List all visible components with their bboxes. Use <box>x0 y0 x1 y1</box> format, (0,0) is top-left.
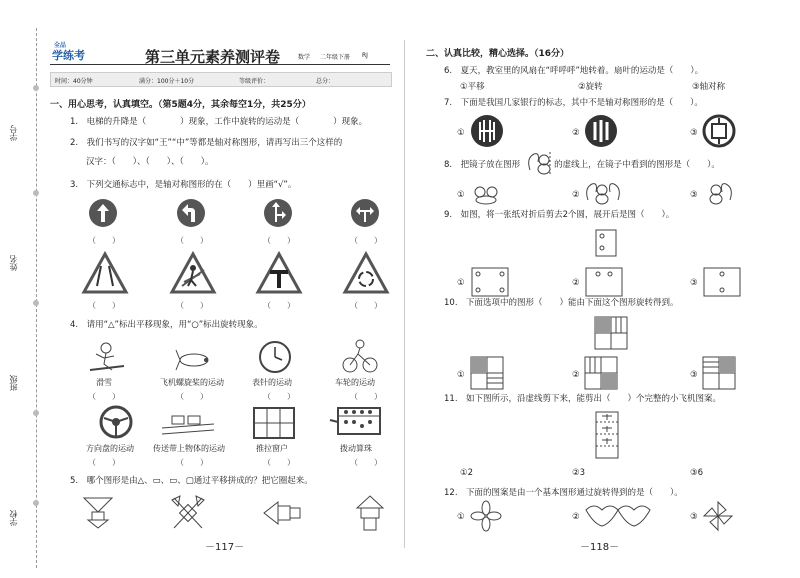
answer-bracket[interactable]: （ ） <box>263 392 295 401</box>
cut-line <box>36 28 37 568</box>
q10-option-1-icon <box>470 356 504 390</box>
traffic-sign-left-right-icon <box>350 198 380 228</box>
traffic-sign-straight-right-icon <box>263 198 293 228</box>
binding-hole <box>33 300 39 306</box>
info-bar <box>50 72 392 87</box>
q9-option-1-mark[interactable]: ① <box>457 278 465 288</box>
section-2-heading: 二、认真比较，精心选择。（16分） <box>426 49 570 59</box>
answer-bracket[interactable]: （ ） <box>350 301 382 310</box>
composite-shape-d-icon[interactable] <box>355 494 385 532</box>
question-3: 3. 下列交通标志中，是轴对称图形的在（ ）里画“√”。 <box>70 180 297 190</box>
heart-chain-icon <box>584 504 654 528</box>
logo-top-text: 全品 <box>54 42 67 49</box>
traffic-sign-left-turn-icon <box>176 198 206 228</box>
q9-option-2-mark[interactable]: ② <box>572 278 580 288</box>
pinwheel-leaves-icon <box>470 500 502 532</box>
page-divider <box>404 40 405 548</box>
publisher-logo <box>50 40 98 64</box>
question-7: 7. 下面是我国几家银行的标志，其中不是轴对称图形的是（ ）。 <box>444 98 703 108</box>
q10-option-2-icon <box>584 356 618 390</box>
windmill-icon <box>702 500 734 532</box>
mirror-option-3-icon <box>702 180 736 206</box>
title-rule <box>50 64 390 65</box>
traffic-sign-t-junction-icon <box>256 252 302 294</box>
q10-source-figure-icon <box>594 316 628 350</box>
answer-bracket[interactable]: （ ） <box>88 392 120 401</box>
logo-main-text: 学练考 <box>52 49 85 62</box>
mirror-option-2-icon <box>584 180 622 206</box>
clock-icon <box>258 340 292 374</box>
answer-bracket[interactable]: （ ） <box>176 301 208 310</box>
squirrel-figure-icon <box>524 150 554 176</box>
q4-label-abacus: 拨动算珠 <box>340 444 372 453</box>
q7-option-3-mark[interactable]: ③ <box>690 128 698 138</box>
q10-option-1-mark[interactable]: ① <box>457 370 465 380</box>
answer-bracket[interactable]: （ ） <box>350 392 382 401</box>
q12-option-1-mark[interactable]: ① <box>457 512 465 522</box>
grade: 二年级下册 <box>320 54 351 61</box>
q10-option-2-mark[interactable]: ② <box>572 370 580 380</box>
q4-label-conveyor: 传送带上物体的运动 <box>153 444 225 453</box>
question-6: 6. 夏天，教室里的风扇在“呼呼呼”地转着。扇叶的运动是（ ）。 <box>444 66 704 76</box>
steering-wheel-icon <box>98 404 134 440</box>
page-number-right: －118－ <box>580 542 620 553</box>
q4-label-propeller: 飞机螺旋桨的运动 <box>160 378 224 387</box>
composite-shape-b-icon[interactable] <box>170 494 206 532</box>
propeller-plane-icon <box>172 340 212 374</box>
question-5: 5. 哪个图形是由△、▭、▭、▢通过平移拼成的？把它圈起来。 <box>70 476 313 486</box>
sliding-window-icon <box>252 406 296 440</box>
answer-bracket[interactable]: （ ） <box>350 236 382 245</box>
bank-logo-3-icon <box>702 114 736 148</box>
question-11: 11. 如下图所示，沿虚线剪下来，能剪出（ ）个完整的小飞机图案。 <box>444 394 722 404</box>
q4-label-skiing: 滑雪 <box>96 378 112 387</box>
binding-hole <box>33 500 39 506</box>
answer-bracket[interactable]: （ ） <box>263 236 295 245</box>
answer-bracket[interactable]: （ ） <box>176 392 208 401</box>
binding-hole <box>33 85 39 91</box>
mirror-option-1-icon <box>470 180 502 206</box>
answer-bracket[interactable]: （ ） <box>263 301 295 310</box>
cyclist-icon <box>340 338 380 374</box>
composite-shape-c-icon[interactable] <box>262 498 302 528</box>
q6-option-3[interactable]: ③轴对称 <box>692 82 726 92</box>
question-2-line2: 汉字：（ ）、（ ）、（ ）。 <box>86 157 214 167</box>
answer-bracket[interactable]: （ ） <box>176 458 208 467</box>
q12-option-3-mark[interactable]: ③ <box>690 512 698 522</box>
q11-option-1[interactable]: ①2 <box>460 468 474 478</box>
composite-shape-a-icon[interactable] <box>82 496 114 530</box>
class-label: 班级 <box>9 375 18 391</box>
time-info: 时间：40分钟 <box>55 78 93 85</box>
answer-bracket[interactable]: （ ） <box>263 458 295 467</box>
folded-paper-icon <box>594 228 618 258</box>
q4-label-clock: 表针的运动 <box>252 378 292 387</box>
answer-bracket[interactable]: （ ） <box>88 458 120 467</box>
answer-bracket[interactable]: （ ） <box>350 458 382 467</box>
q8-option-2-mark[interactable]: ② <box>572 190 580 200</box>
conveyor-belt-icon <box>160 410 216 438</box>
q11-option-3[interactable]: ③6 <box>690 468 704 478</box>
page-title: 第三单元素养测评卷 <box>145 48 281 66</box>
student-id-label: 学号 <box>9 125 18 141</box>
traffic-sign-narrow-road-icon <box>82 252 128 294</box>
answer-bracket[interactable]: （ ） <box>88 236 120 245</box>
binding-sidebar <box>0 0 44 578</box>
question-8: 8. 把镜子放在图形 的虚线上，在镜子中看到的图形是（ ）。 <box>444 160 720 170</box>
q7-option-1-mark[interactable]: ① <box>457 128 465 138</box>
q11-option-2[interactable]: ②3 <box>572 468 586 478</box>
q6-option-2[interactable]: ②旋转 <box>578 82 603 92</box>
q4-label-steering: 方向盘的运动 <box>86 444 134 453</box>
q8-option-3-mark[interactable]: ③ <box>690 190 698 200</box>
q4-label-wheel: 车轮的运动 <box>335 378 375 387</box>
q4-label-window: 推拉窗户 <box>256 444 288 453</box>
school-label: 学校 <box>9 510 18 526</box>
q9-option-3-mark[interactable]: ③ <box>690 278 698 288</box>
level-info: 等级评价： <box>239 78 270 85</box>
section-1-heading: 一、用心思考，认真填空。（第5题4分，其余每空1分，共25分） <box>50 100 311 110</box>
score-info: 满分：100分＋10分 <box>139 78 195 85</box>
skier-icon <box>86 340 126 374</box>
question-9: 9. 如图，将一张纸对折后剪去2个圆，展开后是图（ ）。 <box>444 210 675 220</box>
binding-hole <box>33 410 39 416</box>
abacus-icon <box>330 404 382 438</box>
bank-logo-1-icon <box>470 114 504 148</box>
q10-option-3-mark[interactable]: ③ <box>690 370 698 380</box>
unfolded-option-3-icon <box>702 266 742 298</box>
q8-option-1-mark[interactable]: ① <box>457 190 465 200</box>
paper-strip-plane-icon <box>594 410 620 460</box>
binding-hole <box>33 190 39 196</box>
bank-logo-2-icon <box>584 114 618 148</box>
question-2-line1: 2. 我们书写的汉字如“王”“中”等都是轴对称图形，请再写出三个这样的 <box>70 138 343 148</box>
q12-option-2-mark[interactable]: ② <box>572 512 580 522</box>
unfolded-option-2-icon <box>584 266 624 298</box>
answer-bracket[interactable]: （ ） <box>176 236 208 245</box>
question-12: 12. 下面的图案是由一个基本图形通过旋转得到的是（ ）。 <box>444 488 683 498</box>
traffic-sign-pedestrian-icon <box>170 252 216 294</box>
q6-option-1[interactable]: ①平移 <box>460 82 485 92</box>
unfolded-option-1-icon <box>470 266 510 298</box>
question-4: 4. 请用“△”标出平移现象，用“○”标出旋转现象。 <box>70 320 263 330</box>
q10-option-3-icon <box>702 356 736 390</box>
name-label: 姓名 <box>9 255 18 271</box>
total-info: 总分： <box>316 78 335 85</box>
traffic-sign-roundabout-icon <box>343 252 389 294</box>
page-number-left: －117－ <box>205 542 245 553</box>
question-1: 1. 电梯的升降是（ ）现象，工作中旋转的运动是（ ）现象。 <box>70 117 368 127</box>
answer-bracket[interactable]: （ ） <box>88 301 120 310</box>
question-10: 10. 下面选项中的图形（ ）能由下面这个图形旋转得到。 <box>444 298 679 308</box>
edition: RJ <box>362 52 368 59</box>
traffic-sign-straight-icon <box>88 198 118 228</box>
q7-option-2-mark[interactable]: ② <box>572 128 580 138</box>
subject: 数学 <box>298 54 311 61</box>
